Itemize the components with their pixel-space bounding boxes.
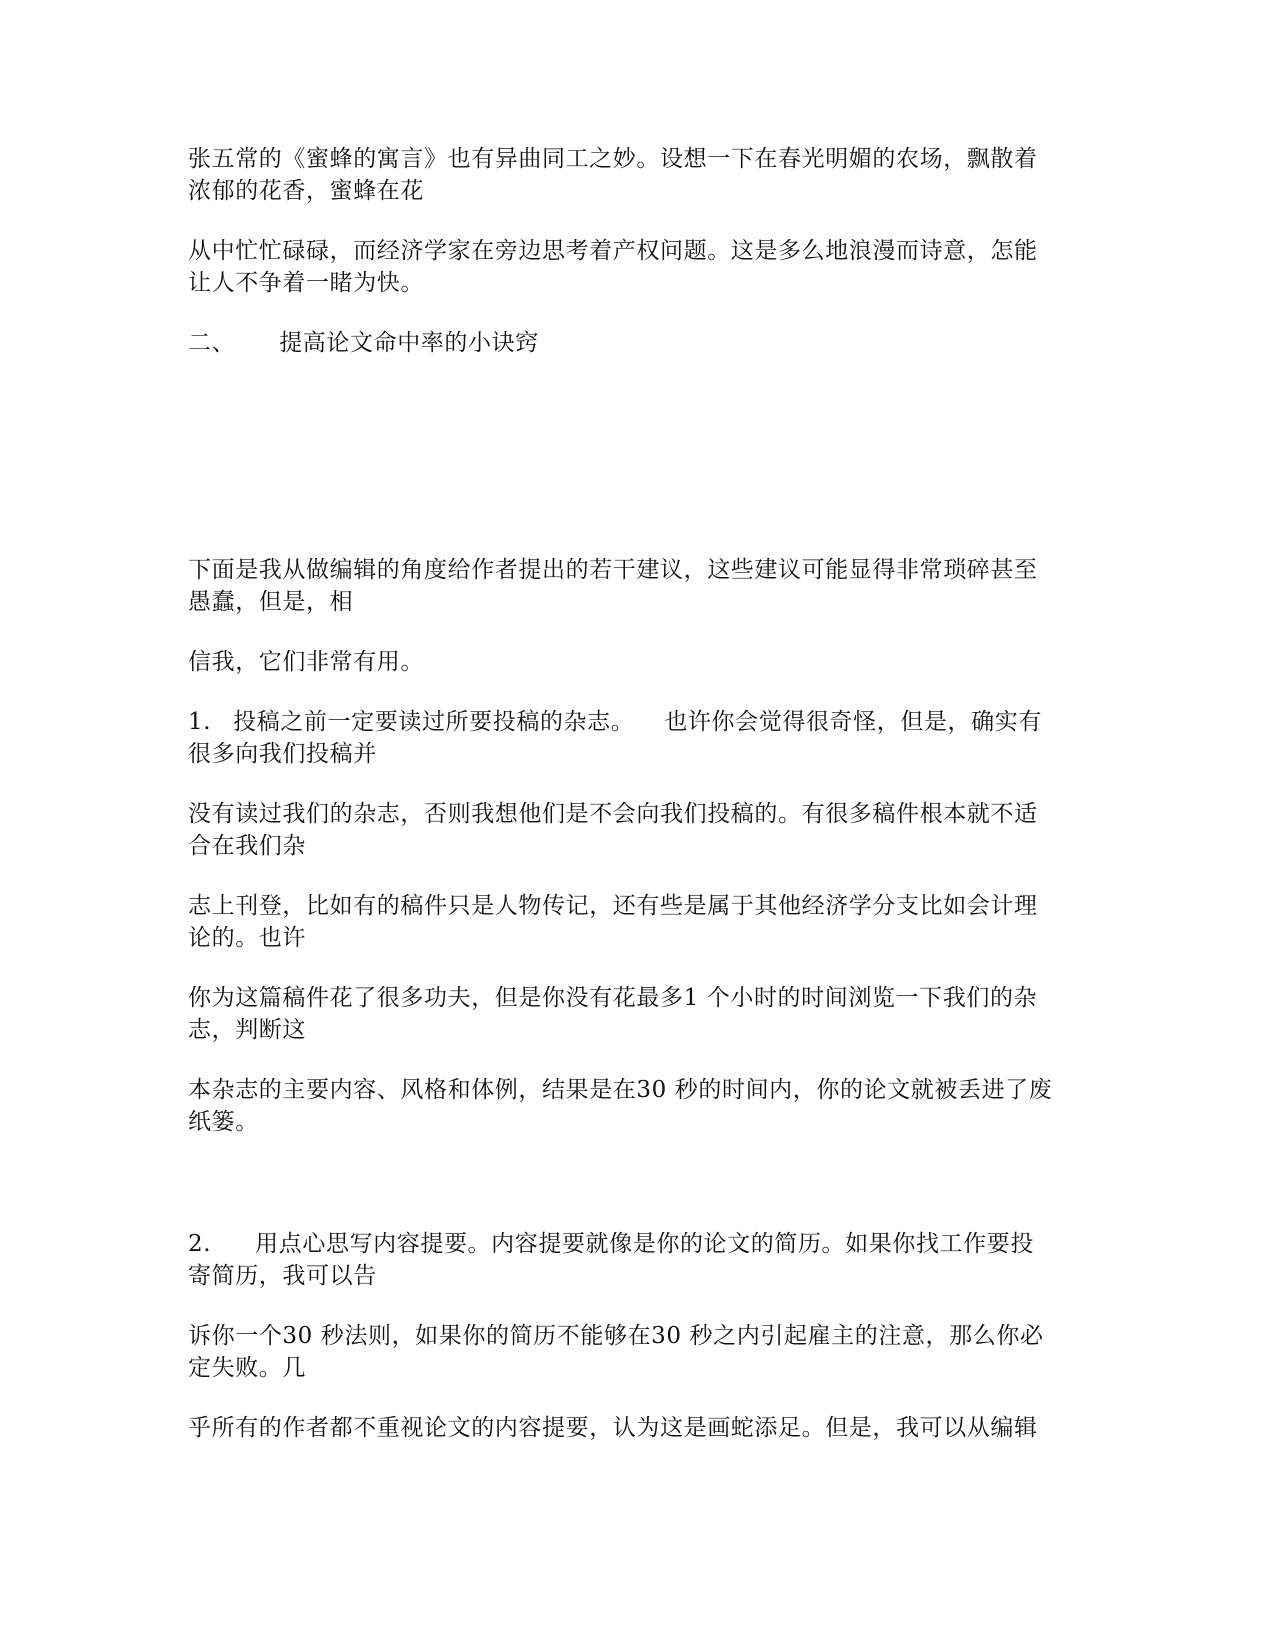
text-line: 很多向我们投稿并 [188, 741, 377, 767]
list-item-title: 投稿之前一定要读过所要投稿的杂志。 [233, 709, 635, 735]
text-line: 没有读过我们的杂志，否则我想他们是不会向我们投稿的。有很多稿件根本就不适 [188, 801, 1038, 827]
text-line: 定失败。几 [188, 1355, 306, 1381]
section-number: 二、 [188, 330, 236, 356]
text-line: 愚蠢，但是，相 [188, 589, 354, 615]
text-line: 纸篓。 [188, 1109, 259, 1135]
text-line: 合在我们杂 [188, 833, 306, 859]
text-line: 信我，它们非常有用。 [188, 649, 424, 675]
list-item-2 [188, 1228, 1098, 1292]
list-number: 2. [188, 1231, 212, 1257]
paragraph-not-read [188, 798, 1098, 862]
paragraph-biography [188, 890, 1098, 954]
text-line: 从中忙忙碌碌，而经济学家在旁边思考着产权问题。这是多么地浪漫而诗意，怎能 [188, 238, 1038, 264]
paragraph-30-second-rule [188, 1320, 1098, 1384]
text-line: 浓郁的花香，蜜蜂在花 [188, 178, 424, 204]
text-line: 本杂志的主要内容、风格和体例，结果是在30 秒的时间内，你的论文就被丢进了废 [188, 1077, 1053, 1103]
list-item-1 [188, 706, 1098, 770]
paragraph-one-hour [188, 982, 1098, 1046]
list-number: 1. [188, 709, 212, 735]
paragraph-abstract-ignored [188, 1412, 1098, 1444]
section-title: 提高论文命中率的小诀窍 [279, 330, 539, 356]
text-span: 也许你会觉得很奇怪，但是，确实有 [664, 709, 1042, 735]
paragraph-wastebasket [188, 1074, 1098, 1138]
text-line: 志，判断这 [188, 1017, 306, 1043]
text-line: 诉你一个30 秒法则，如果你的简历不能够在30 秒之内引起雇主的注意，那么你必 [188, 1323, 1044, 1349]
paragraph-economist [188, 235, 1098, 299]
section-heading [188, 327, 1098, 359]
paragraph-suggestions-intro [188, 554, 1098, 618]
text-line: 志上刊登，比如有的稿件只是人物传记，还有些是属于其他经济学分支比如会计理 [188, 893, 1038, 919]
text-line: 论的。也许 [188, 925, 306, 951]
text-line: 让人不争着一睹为快。 [188, 270, 424, 296]
text-line: 乎所有的作者都不重视论文的内容提要，认为这是画蛇添足。但是，我可以从编辑 [188, 1415, 1038, 1441]
paragraph-trust-me [188, 646, 1098, 678]
text-line: 张五常的《蜜蜂的寓言》也有异曲同工之妙。设想一下在春光明媚的农场，飘散着 [188, 146, 1038, 172]
list-item-title: 用点心思写内容提要。内容提要就像是你的论文的简历。如果你找工作要投 [255, 1231, 1034, 1257]
text-line: 寄简历，我可以告 [188, 1263, 377, 1289]
text-line: 下面是我从做编辑的角度给作者提出的若干建议，这些建议可能显得非常琐碎甚至 [188, 557, 1038, 583]
text-line: 你为这篇稿件花了很多功夫，但是你没有花最多1 个小时的时间浏览一下我们的杂 [188, 985, 1038, 1011]
paragraph-bee-fable [188, 143, 1098, 207]
